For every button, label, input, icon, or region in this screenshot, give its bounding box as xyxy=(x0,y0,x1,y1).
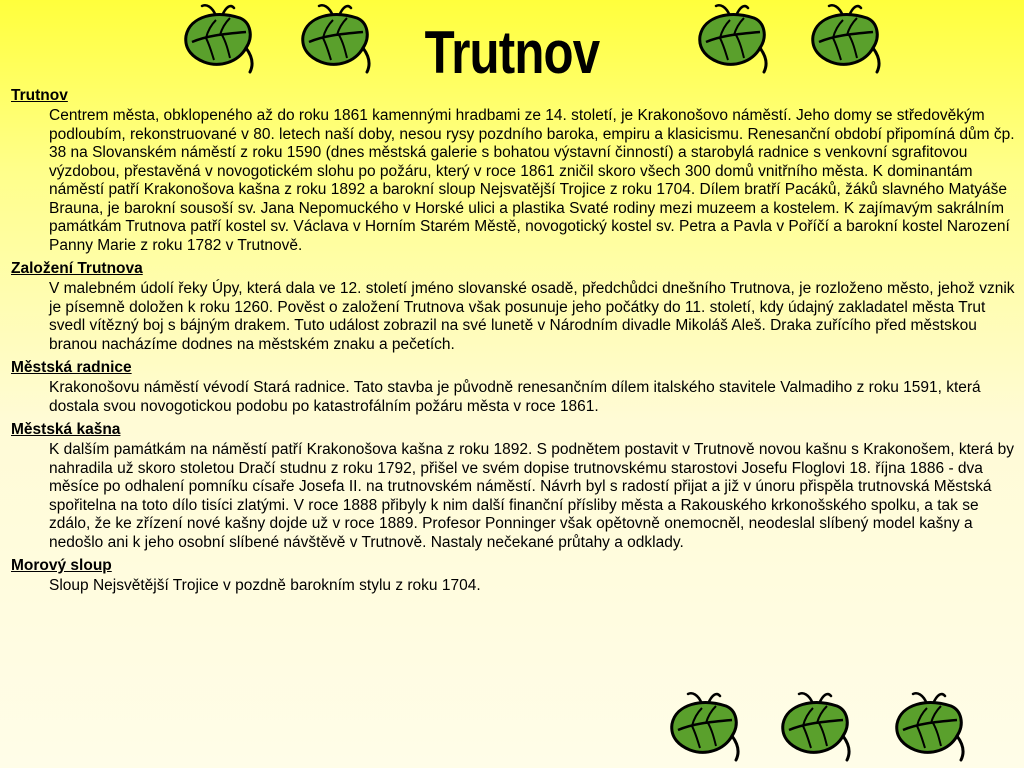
section-body: Sloup Nejsvětější Trojice v pozdně barokním stylu z roku 1704. xyxy=(49,577,481,594)
section-heading[interactable]: Založení Trutnova xyxy=(11,260,143,277)
section-body: K dalším památkám na náměstí patří Krakonošova kašna z roku 1892. S podnětem postavit v Trutnově novou kašnu s Krakonošem, která by nahradila už skoro stoletou Dračí studnu z roku 1792, přišel ve svém dopise trutnovskému starostovi Josefu Floglovi 18. října 1886 - dva měsíce po odhalení pomníku císaře Josefa II. na trutnovském náměstí. Návrh byl s radostí přijat a již v únoru přispěla trutnovská Městská spořitelna na toto dílo tisíci zlatými. V roce 1888 přibyly k nim další finanční přísliby města a Rakouského krkonošského spolku, a tak se zdálo, že ke zřízení nové kašny dojde už v roce 1889. Profesor Ponninger však opětovně onemocněl, neodeslal slíbený model kašny a nedošlo ani k jeho osobní slíbené návštěvě v Trutnově. Nastaly nečekané průtahy a odklady. xyxy=(49,441,1014,551)
section-body: Krakonošovu náměstí vévodí Stará radnice. Tato stavba je původně renesančním dílem italského stavitele Valmadiho z roku 1591, která dostala svou novogotickou podobu po katastrofálním požáru města v roce 1861. xyxy=(49,379,981,415)
section-body: Centrem města, obklopeného až do roku 1861 kamennými hradbami ze 14. století, je Krakonošovo náměstí. Jeho domy se středověkým podloubím, rekonstruované v 80. letech naší doby, nesou rysy pozdního baroka, empiru a klasicismu. Renesanční období připomíná dům čp. 38 na Slovanském náměstí z roku 1590 (dnes městská galerie s bohatou výstavní činností) a starobylá radnice s venkovní sgrafitovou výzdobou, přestavěná v novogotickém slohu po požáru, který v roce 1861 zničil skoro všech 300 domů vnitřního města. K dominantám náměstí patří Krakonošova kašna z roku 1892 a barokní sloup Nejsvatější Trojice z roku 1704. Dílem bratří Pacáků, žáků slavného Matyáše Brauna, je barokní sousoší sv. Jana Nepomuckého v Horské ulici a plastika Svaté rodiny mezi muzeem a kostelem. K zajímavým sakrálním památkám Trutnova patří kostel sv. Václava v Horním Starém Městě, novogotický kostel sv. Petra a Pavla v Poříčí a barokní kostel Narození Panny Marie z roku 1782 v Trutnově. xyxy=(49,107,1015,254)
section-body: V malebném údolí řeky Úpy, která dala ve 12. století jméno slovanské osadě, předchůdci dnešního Trutnova, je rozloženo město, jehož vznik je písemně doložen k roku 1260. Pověst o založení Trutnova však posunuje jeho počátky do 11. století, kdy údajný zakladatel města Trut svedl vítězný boj s bájným drakem. Tuto událost zobrazil na své lunetě v Národním divadle Mikoláš Aleš. Draka zuřícího před městskou branou nacházíme dodnes na městském znaku a pečetích. xyxy=(49,280,1015,353)
section-sloup xyxy=(11,556,1015,596)
page-title: Trutnov xyxy=(424,19,600,86)
section-heading[interactable]: Městská radnice xyxy=(11,359,132,376)
leaf-bug-icon xyxy=(887,690,967,765)
section-zalozeni xyxy=(11,259,1015,354)
section-kasna xyxy=(11,420,1015,552)
leaf-bug-icon xyxy=(662,690,742,765)
section-heading[interactable]: Morový sloup xyxy=(11,557,112,574)
section-radnice xyxy=(11,358,1015,416)
section-heading[interactable]: Městská kašna xyxy=(11,421,121,438)
section-trutnov xyxy=(11,86,1015,255)
slide-content xyxy=(11,86,1015,600)
section-heading[interactable]: Trutnov xyxy=(11,87,68,104)
leaf-bug-icon xyxy=(773,690,853,765)
